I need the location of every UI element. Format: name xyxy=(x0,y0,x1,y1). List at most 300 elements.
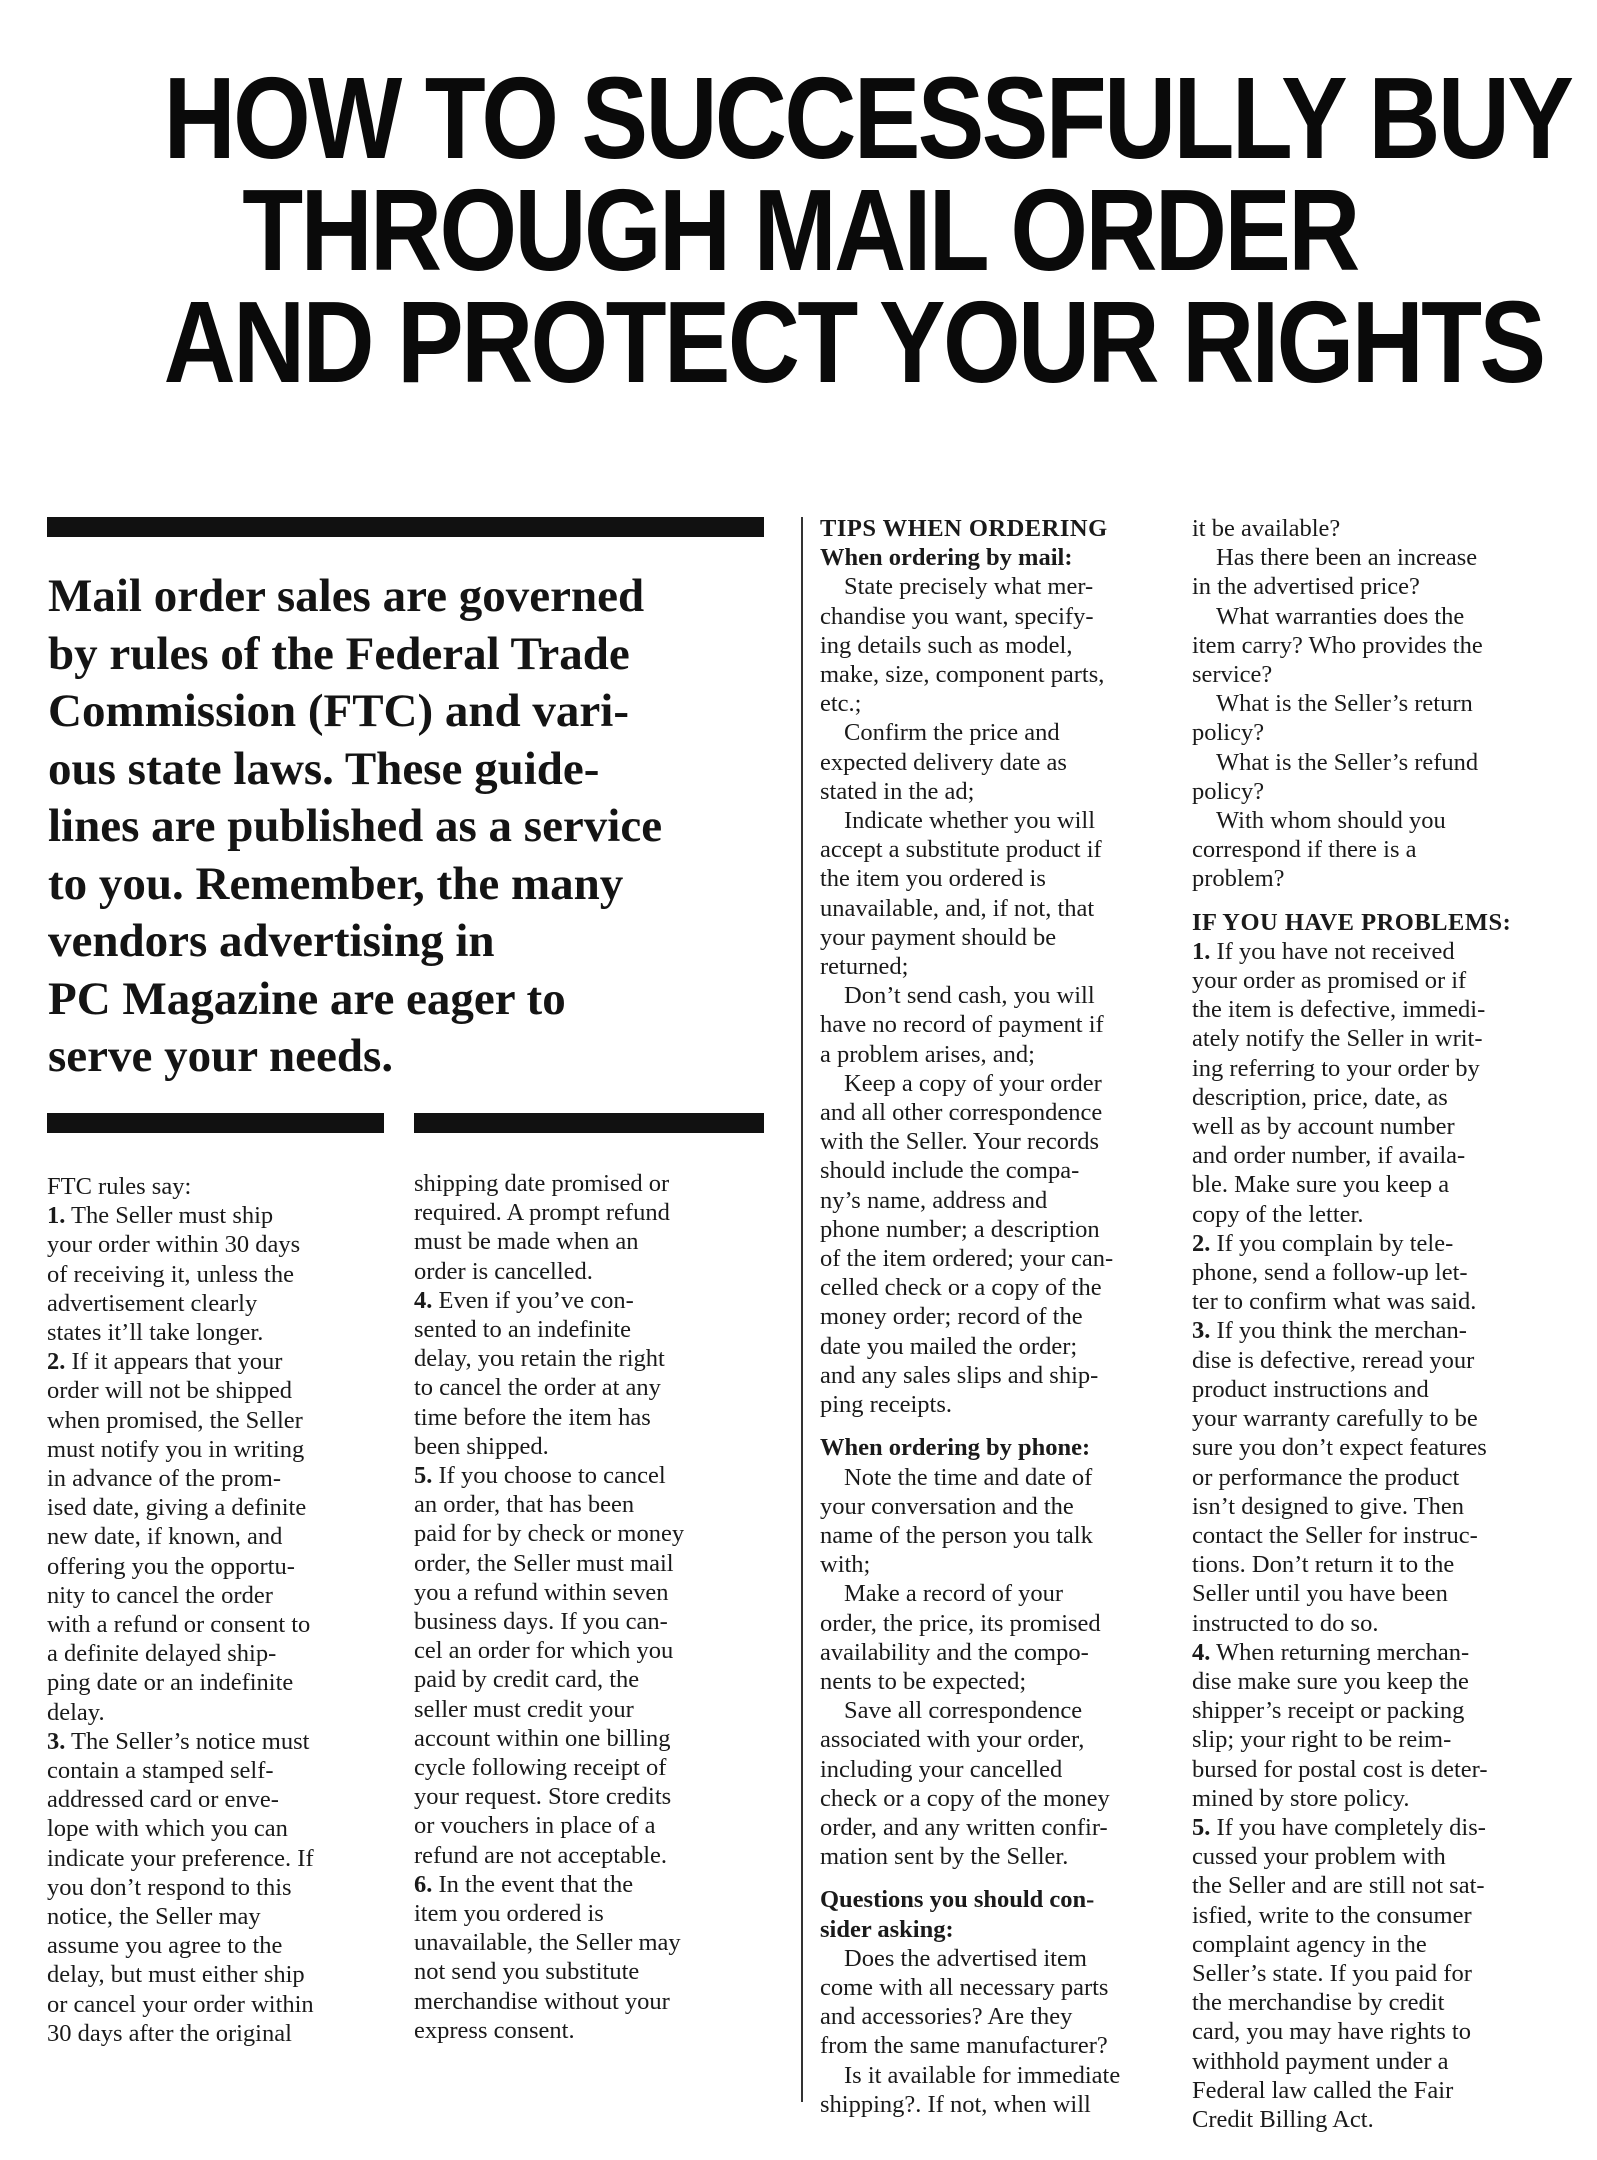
text-line xyxy=(820,1755,1165,1784)
text-line xyxy=(1192,1784,1547,1813)
text-line xyxy=(820,1463,1165,1492)
text-line xyxy=(820,1609,1165,1638)
text-line xyxy=(1192,1200,1547,1229)
text-line-content: order will not be shipped xyxy=(47,1377,292,1405)
text-line xyxy=(414,1257,769,1286)
text-line xyxy=(1192,718,1547,747)
text-line-content: stated in the ad; xyxy=(820,777,975,805)
section-heading: When ordering by phone: xyxy=(820,1434,1091,1462)
text-line xyxy=(47,1260,392,1289)
text-line xyxy=(1192,572,1547,601)
text-line-content: express consent. xyxy=(414,2016,575,2044)
text-line-content: dise is defective, reread your xyxy=(1192,1346,1475,1374)
text-line-content: chandise you want, specify- xyxy=(820,602,1094,630)
text-line-content: your payment should be xyxy=(820,923,1057,951)
text-line xyxy=(820,806,1165,835)
text-line-content: service? xyxy=(1192,661,1273,689)
text-line-content: If you choose to cancel xyxy=(432,1462,666,1490)
text-line-content: offering you the opportu- xyxy=(47,1552,295,1580)
text-line xyxy=(414,1490,769,1519)
text-line xyxy=(820,894,1165,923)
text-line xyxy=(1192,806,1547,835)
item-number: 5. xyxy=(414,1462,433,1490)
text-line-content: not send you substitute xyxy=(414,1958,640,1986)
text-line-content: states it’ll take longer. xyxy=(47,1319,264,1347)
text-line xyxy=(414,1432,769,1461)
text-line-content: ing referring to your order by xyxy=(1192,1054,1480,1082)
text-line-content: the Seller and are still not sat- xyxy=(1192,1872,1485,1900)
text-line xyxy=(47,1406,392,1435)
text-line-content: contact the Seller for instruc- xyxy=(1192,1521,1478,1549)
text-line xyxy=(47,1522,392,1551)
text-line xyxy=(820,1492,1165,1521)
text-line xyxy=(47,1785,392,1814)
text-line xyxy=(820,1332,1165,1361)
text-line-content: money order; record of the xyxy=(820,1303,1083,1331)
text-line-content: Even if you’ve con- xyxy=(432,1286,634,1314)
text-line-content: Has there been an increase xyxy=(1216,544,1478,572)
text-line-content: advertisement clearly xyxy=(47,1289,258,1317)
text-line xyxy=(1192,689,1547,718)
text-line-content: tions. Don’t return it to the xyxy=(1192,1551,1455,1579)
text-line-content: your conversation and the xyxy=(820,1492,1074,1520)
item-number: 5. xyxy=(1192,1813,1211,1841)
text-line xyxy=(820,2061,1165,2090)
text-line-content: policy? xyxy=(1192,719,1265,747)
text-line-content: copy of the letter. xyxy=(1192,1200,1364,1228)
text-line xyxy=(1192,1521,1547,1550)
text-line-content: you a refund within seven xyxy=(414,1578,669,1606)
text-line xyxy=(820,748,1165,777)
text-line-content: assume you agree to the xyxy=(47,1932,283,1960)
text-line xyxy=(414,1753,769,1782)
text-line xyxy=(820,1040,1165,1069)
text-line-content: and any sales slips and ship- xyxy=(820,1361,1099,1389)
text-line xyxy=(820,1944,1165,1973)
text-line xyxy=(47,1727,392,1756)
item-number: 3. xyxy=(47,1727,66,1755)
text-line-content: mation sent by the Seller. xyxy=(820,1843,1069,1871)
text-line xyxy=(820,1273,1165,1302)
text-line xyxy=(820,1156,1165,1185)
text-line-content: an order, that has been xyxy=(414,1491,635,1519)
text-line-content: If it appears that your xyxy=(65,1348,283,1376)
text-line-content: check or a copy of the money xyxy=(820,1784,1110,1812)
intro-line: vendors advertising in xyxy=(48,915,495,967)
text-line-content: have no record of payment if xyxy=(820,1011,1104,1039)
text-line xyxy=(820,1069,1165,1098)
text-line-content: The Seller must ship xyxy=(65,1202,274,1230)
text-line-content: dise make sure you keep the xyxy=(1192,1667,1469,1695)
text-line xyxy=(820,689,1165,718)
text-line-content: the merchandise by credit xyxy=(1192,1989,1445,2017)
text-line-content: ately notify the Seller in writ- xyxy=(1192,1025,1483,1053)
intro-line: PC Magazine are eager to xyxy=(48,972,566,1025)
text-line-content: phone, send a follow-up let- xyxy=(1192,1259,1468,1287)
text-line-content: instructed to do so. xyxy=(1192,1609,1379,1637)
text-line xyxy=(1192,1930,1547,1959)
text-line-content: notice, the Seller may xyxy=(47,1903,261,1931)
text-line-content: State precisely what mer- xyxy=(844,573,1094,601)
text-line xyxy=(820,981,1165,1010)
text-line-content: cel an order for which you xyxy=(414,1637,674,1665)
text-line xyxy=(47,1201,392,1230)
text-line-content: new date, if known, and xyxy=(47,1523,283,1551)
text-line xyxy=(1192,514,1547,543)
text-line-content: withhold payment under a xyxy=(1192,2047,1449,2075)
text-line xyxy=(820,2090,1165,2119)
text-line xyxy=(1192,1842,1547,1871)
text-line-content: ble. Make sure you keep a xyxy=(1192,1171,1450,1199)
text-line-content: account within one billing xyxy=(414,1724,671,1752)
text-line-content: order, the Seller must mail xyxy=(414,1549,674,1577)
text-line-content: isfied, write to the consumer xyxy=(1192,1901,1472,1929)
text-line xyxy=(820,1842,1165,1871)
text-line-content: description, price, date, as xyxy=(1192,1083,1448,1111)
text-line-content: shipping date promised or xyxy=(414,1170,670,1197)
text-line xyxy=(820,864,1165,893)
text-line-content: a problem arises, and; xyxy=(820,1040,1035,1068)
text-line-content: with the Seller. Your records xyxy=(820,1128,1099,1156)
text-line-content: mined by store policy. xyxy=(1192,1784,1410,1812)
text-line xyxy=(414,1373,769,1402)
text-line xyxy=(47,1610,392,1639)
text-line xyxy=(414,1695,769,1724)
section-heading: IF YOU HAVE PROBLEMS: xyxy=(1192,908,1512,936)
text-line xyxy=(820,1973,1165,2002)
text-line-content: What is the Seller’s refund xyxy=(1216,748,1479,776)
text-line xyxy=(820,1302,1165,1331)
text-line xyxy=(1192,1170,1547,1199)
text-line xyxy=(820,1813,1165,1842)
text-line xyxy=(47,1960,392,1989)
text-line xyxy=(47,1464,392,1493)
text-line xyxy=(820,1390,1165,1419)
headline-line-1: HOW TO SUCCESSFULLY BUY xyxy=(163,53,1572,183)
text-line-content: delay, you retain the right xyxy=(414,1345,665,1373)
intro-line: Commission (FTC) and vari- xyxy=(48,685,629,737)
item-number: 3. xyxy=(1192,1317,1211,1345)
text-line-content: If you have not received xyxy=(1210,937,1455,965)
item-number: 4. xyxy=(414,1286,433,1314)
text-line-content: cycle following receipt of xyxy=(414,1754,667,1782)
text-line xyxy=(1192,1638,1547,1667)
text-line xyxy=(414,1403,769,1432)
text-line-content: should include the compa- xyxy=(820,1157,1080,1185)
text-line-content: and accessories? Are they xyxy=(820,2003,1073,2031)
text-line xyxy=(820,1725,1165,1754)
text-line-content: The Seller’s notice must xyxy=(65,1727,310,1755)
text-line-content: paid by credit card, the xyxy=(414,1666,640,1694)
text-line xyxy=(414,1724,769,1753)
item-number: 1. xyxy=(47,1202,66,1230)
text-line-content: shipper’s receipt or packing xyxy=(1192,1697,1465,1725)
intro-line: to you. Remember, the many xyxy=(48,857,624,910)
text-line xyxy=(47,2019,392,2048)
text-line xyxy=(1192,1579,1547,1608)
text-line xyxy=(47,1931,392,1960)
text-line xyxy=(1192,2105,1547,2134)
item-number: 6. xyxy=(414,1870,433,1898)
text-line-content: refund are not acceptable. xyxy=(414,1841,668,1869)
text-line-content: or cancel your order within xyxy=(47,1990,314,2018)
text-line-content: the item is defective, immedi- xyxy=(1192,996,1486,1024)
ftc-rules-column-1 xyxy=(47,1172,392,2048)
text-line-content: with a refund or consent to xyxy=(47,1611,311,1639)
text-line-content: delay. xyxy=(47,1698,105,1726)
intro-top-rule xyxy=(47,517,764,537)
text-line xyxy=(414,1286,769,1315)
section-heading: Questions you should con- xyxy=(820,1886,1095,1914)
text-line xyxy=(820,923,1165,952)
intro-paragraph xyxy=(48,568,783,1086)
text-line-content: unavailable, the Seller may xyxy=(414,1929,681,1957)
text-line-content: your warranty carefully to be xyxy=(1192,1405,1478,1433)
text-line xyxy=(414,1987,769,2016)
text-line-content: name of the person you talk xyxy=(820,1521,1093,1549)
text-line xyxy=(1192,1141,1547,1170)
text-line-content: to cancel the order at any xyxy=(414,1374,661,1402)
text-line-content: slip; your right to be reim- xyxy=(1192,1726,1452,1754)
text-line xyxy=(1192,1550,1547,1579)
text-line xyxy=(1192,1375,1547,1404)
text-line-content: Seller’s state. If you paid for xyxy=(1192,1959,1472,1987)
section-heading: TIPS WHEN ORDERING xyxy=(820,515,1108,542)
text-line-content: and all other correspondence xyxy=(820,1099,1103,1127)
text-line-content: must notify you in writing xyxy=(47,1435,305,1463)
text-line xyxy=(47,1376,392,1405)
col1-top-rule xyxy=(47,1113,384,1133)
text-line-content: or performance the product xyxy=(1192,1463,1460,1491)
text-line-content: problem? xyxy=(1192,865,1285,893)
tips-column xyxy=(820,514,1165,2119)
item-number: 4. xyxy=(1192,1638,1211,1666)
text-line-content: your order as promised or if xyxy=(1192,967,1467,995)
text-line xyxy=(1192,937,1547,966)
text-line xyxy=(1192,1346,1547,1375)
item-number: 2. xyxy=(1192,1229,1211,1257)
text-line xyxy=(1192,543,1547,572)
text-line xyxy=(47,1639,392,1668)
text-line-content: What warranties does the xyxy=(1216,602,1465,630)
text-line xyxy=(47,1347,392,1376)
text-line xyxy=(414,1227,769,1256)
text-line-content: or vouchers in place of a xyxy=(414,1812,656,1840)
text-line xyxy=(47,1230,392,1259)
text-line xyxy=(820,777,1165,806)
text-line xyxy=(47,1552,392,1581)
text-line-content: item you ordered is xyxy=(414,1900,604,1928)
spacer xyxy=(820,1871,1165,1885)
text-line xyxy=(414,1461,769,1490)
text-line xyxy=(1192,748,1547,777)
spacer xyxy=(820,1419,1165,1433)
text-line xyxy=(1192,1492,1547,1521)
text-line xyxy=(820,631,1165,660)
text-line-content: unavailable, and, if not, that xyxy=(820,894,1095,922)
text-line xyxy=(820,572,1165,601)
text-line-content: merchandise without your xyxy=(414,1987,670,2015)
text-line-content: been shipped. xyxy=(414,1432,549,1460)
text-line-content: including your cancelled xyxy=(820,1755,1063,1783)
intro-line: Mail order sales are governed xyxy=(48,570,645,622)
text-line-content: addressed card or enve- xyxy=(47,1786,279,1814)
text-line-content: in advance of the prom- xyxy=(47,1465,282,1493)
text-line-content: associated with your order, xyxy=(820,1726,1085,1754)
intro-line: lines are published as a service xyxy=(48,800,663,852)
text-line xyxy=(1192,966,1547,995)
text-line-content: sented to an indefinite xyxy=(414,1316,632,1344)
text-line-content: 30 days after the original xyxy=(47,2019,292,2047)
text-line xyxy=(414,1519,769,1548)
text-line xyxy=(414,1315,769,1344)
text-line-content: of the item ordered; your can- xyxy=(820,1245,1114,1273)
text-line-content: the item you ordered is xyxy=(820,865,1046,893)
text-line-content: What is the Seller’s return xyxy=(1216,690,1473,718)
text-line-content: isn’t designed to give. Then xyxy=(1192,1492,1464,1520)
text-line-content: ised date, giving a definite xyxy=(47,1494,307,1522)
text-line-content: etc.; xyxy=(820,690,862,718)
text-line xyxy=(820,2031,1165,2060)
text-line xyxy=(414,1782,769,1811)
text-line-content: ing details such as model, xyxy=(820,631,1073,659)
text-line xyxy=(414,1169,769,1198)
text-line-content: delay, but must either ship xyxy=(47,1961,305,1989)
section-heading: sider asking: xyxy=(820,1915,954,1943)
text-line xyxy=(1192,1871,1547,1900)
text-line xyxy=(820,1638,1165,1667)
text-line xyxy=(414,2016,769,2045)
text-line-content: availability and the compo- xyxy=(820,1638,1089,1666)
text-line xyxy=(47,1581,392,1610)
text-line-content: If you complain by tele- xyxy=(1210,1229,1454,1257)
text-line-content: ter to confirm what was said. xyxy=(1192,1288,1477,1316)
text-line-content: make, size, component parts, xyxy=(820,661,1105,689)
spacer xyxy=(1192,894,1547,908)
text-line-content: celled check or a copy of the xyxy=(820,1274,1102,1302)
text-line xyxy=(820,1186,1165,1215)
text-line-content: and order number, if availa- xyxy=(1192,1142,1466,1170)
text-line-content: you don’t respond to this xyxy=(47,1873,292,1901)
text-line-content: of receiving it, unless the xyxy=(47,1260,294,1288)
text-line xyxy=(820,1215,1165,1244)
text-line-content: nity to cancel the order xyxy=(47,1581,273,1609)
ftc-rules-column-2 xyxy=(414,1169,769,2045)
text-line xyxy=(820,718,1165,747)
text-line xyxy=(1192,660,1547,689)
text-line-content: lope with which you can xyxy=(47,1815,288,1843)
text-line xyxy=(1192,1667,1547,1696)
text-line xyxy=(820,1010,1165,1039)
text-line-content: must be made when an xyxy=(414,1228,639,1256)
intro-line: ous state laws. These guide- xyxy=(48,742,600,795)
text-line-content: Note the time and date of xyxy=(844,1463,1093,1491)
text-line xyxy=(1192,1755,1547,1784)
text-line xyxy=(1192,2017,1547,2046)
text-line-content: In the event that the xyxy=(432,1870,634,1898)
headline-line-2: THROUGH MAIL ORDER xyxy=(242,165,1358,295)
text-line-content: item carry? Who provides the xyxy=(1192,631,1483,659)
text-line xyxy=(820,835,1165,864)
text-line-content: ny’s name, address and xyxy=(820,1186,1048,1214)
text-line xyxy=(1192,1083,1547,1112)
text-line xyxy=(414,1899,769,1928)
text-line-content: phone number; a description xyxy=(820,1215,1100,1243)
text-line xyxy=(1192,1725,1547,1754)
text-line xyxy=(820,1098,1165,1127)
text-line-content: Make a record of your xyxy=(844,1580,1064,1608)
text-line xyxy=(1192,1112,1547,1141)
text-line xyxy=(414,1344,769,1373)
text-line xyxy=(1192,2076,1547,2105)
text-line xyxy=(414,1198,769,1227)
text-line xyxy=(1192,1696,1547,1725)
text-line-content: with; xyxy=(820,1551,871,1579)
headline-line-3: AND PROTECT YOUR RIGHTS xyxy=(163,277,1544,407)
text-line-content: Indicate whether you will xyxy=(844,807,1096,835)
item-number: 2. xyxy=(47,1348,66,1376)
text-line-content: returned; xyxy=(820,953,909,981)
problems-column xyxy=(1192,514,1547,2134)
text-line xyxy=(820,602,1165,631)
text-line-content: When returning merchan- xyxy=(1210,1638,1470,1666)
text-line-content: Seller until you have been xyxy=(1192,1580,1448,1608)
text-line xyxy=(1192,1463,1547,1492)
headline xyxy=(163,53,1572,407)
text-line-content: Credit Billing Act. xyxy=(1192,2105,1374,2133)
text-line xyxy=(1192,1404,1547,1433)
text-line-content: seller must credit your xyxy=(414,1695,634,1723)
text-line xyxy=(47,1756,392,1785)
text-line xyxy=(1192,1433,1547,1462)
text-line xyxy=(820,660,1165,689)
text-line xyxy=(1192,1258,1547,1287)
text-line-content: your order within 30 days xyxy=(47,1231,301,1259)
text-line-content: policy? xyxy=(1192,777,1265,805)
text-line xyxy=(47,1990,392,2019)
text-line xyxy=(820,1784,1165,1813)
text-line-content: paid for by check or money xyxy=(414,1520,685,1548)
text-line xyxy=(414,1870,769,1899)
col2-top-rule xyxy=(414,1113,764,1133)
text-line-content: complaint agency in the xyxy=(1192,1930,1427,1958)
text-line xyxy=(414,1549,769,1578)
text-line-content: nents to be expected; xyxy=(820,1667,1027,1695)
text-line xyxy=(820,952,1165,981)
text-line xyxy=(47,1814,392,1843)
text-line xyxy=(414,1811,769,1840)
text-line-content: Confirm the price and xyxy=(844,719,1060,747)
text-line-content: it be available? xyxy=(1192,515,1341,542)
text-line xyxy=(47,1172,392,1201)
text-line-content: order, and any written confir- xyxy=(820,1813,1108,1841)
text-line-content: date you mailed the order; xyxy=(820,1332,1078,1360)
text-line xyxy=(820,1244,1165,1273)
text-line-content: With whom should you xyxy=(1216,807,1446,835)
text-line-content: Does the advertised item xyxy=(844,1944,1087,1972)
text-line-content: required. A prompt refund xyxy=(414,1199,670,1227)
text-line xyxy=(1192,602,1547,631)
text-line-content: your request. Store credits xyxy=(414,1783,672,1811)
text-line-content: time before the item has xyxy=(414,1403,651,1431)
text-line xyxy=(820,1696,1165,1725)
text-line-content: ping receipts. xyxy=(820,1391,952,1419)
text-line-content: Save all correspondence xyxy=(844,1697,1083,1725)
text-line xyxy=(414,1841,769,1870)
text-line xyxy=(1192,995,1547,1024)
text-line xyxy=(47,1318,392,1347)
text-line xyxy=(47,1844,392,1873)
